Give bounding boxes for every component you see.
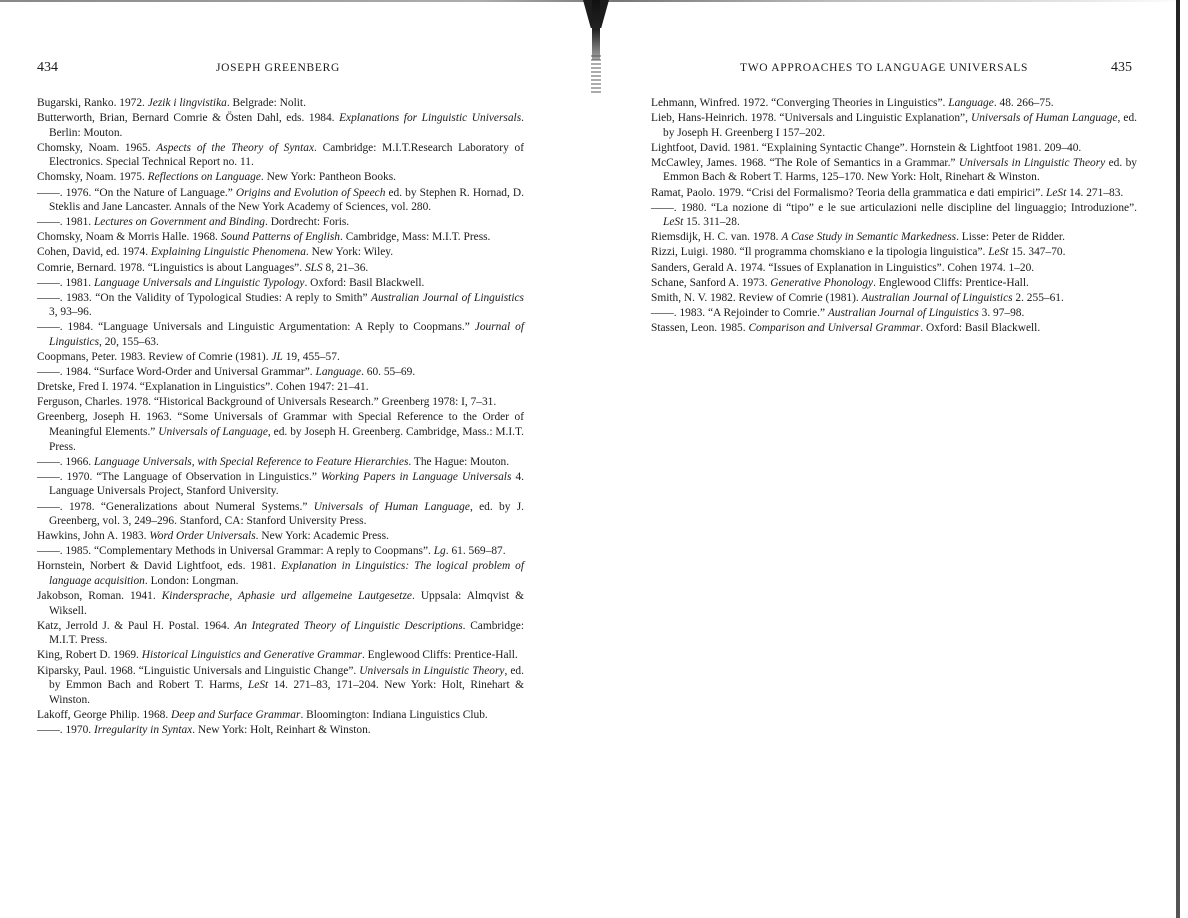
citation-text: . Bloomington: Indiana Linguistics Club. xyxy=(300,708,488,721)
citation-text: ——. 1970. “The Language of Observation in Linguistics.” xyxy=(37,470,321,483)
citation-title: Origins and Evolution of Speech xyxy=(235,186,386,199)
citation-text: Riemsdijk, H. C. van. 1978. xyxy=(651,231,782,244)
citation-title: Language Universals and Linguistic Typology xyxy=(93,276,305,289)
citation-text: McCawley, James. 1968. “The Role of Semantics in a Grammar.” xyxy=(651,156,959,169)
citation-text: . New York: Academic Press. xyxy=(255,530,389,543)
citation-title: Kindersprache, Aphasie urd allgemeine Lautgesetze xyxy=(161,590,412,603)
right-page xyxy=(594,0,1188,918)
citation-text: King, Robert D. 1969. xyxy=(37,649,142,662)
citation-text: ed. by Emmon Bach & Robert T. Harms, 125–170. New York: Holt, Rinehart & Winston. xyxy=(663,156,1137,184)
citation-text: . 61. 569–87. xyxy=(445,545,506,558)
citation-text: , ed. by Joseph H. Greenberg I 157–202. xyxy=(663,112,1138,139)
citation-title: Australian Journal of Linguistics xyxy=(827,306,979,319)
citation-text: 8, 21–36. xyxy=(322,261,369,274)
citation-title: Language xyxy=(315,366,362,379)
bibliography-list xyxy=(37,96,524,738)
citation-text: ——. 1980. “La nozione di “tipo” e le sue articulazioni nelle discipline del linguaggio; Introduzione”. xyxy=(651,201,1137,214)
page-number-right: 435 xyxy=(1111,60,1132,75)
citation-title: Irregularity in Syntax xyxy=(93,723,193,736)
citation-title: Universals of Human Language xyxy=(971,112,1118,125)
citation-text: Comrie, Bernard. 1978. “Linguistics is about Languages”. xyxy=(37,261,305,274)
citation-text: . New York: Holt, Reinhart & Winston. xyxy=(192,723,371,736)
citation-text: ——. 1983. “On the Validity of Typological Studies: A reply to Smith” xyxy=(37,291,372,304)
citation-text: Jakobson, Roman. 1941. xyxy=(37,590,162,603)
running-head-left: JOSEPH GREENBERG xyxy=(216,62,340,74)
bibliography-entry xyxy=(37,170,524,185)
citation-text: Lakoff, George Philip. 1968. xyxy=(37,708,172,721)
citation-text: . Dordrecht: Foris. xyxy=(265,216,350,229)
bibliography-entry xyxy=(651,96,1137,111)
running-head-right: TWO APPROACHES TO LANGUAGE UNIVERSALS xyxy=(740,62,1029,74)
bibliography-entry xyxy=(37,380,524,395)
citation-text: . Lisse: Peter de Ridder. xyxy=(956,231,1065,244)
bibliography-entry xyxy=(651,201,1137,230)
citation-title: Sound Patterns of English xyxy=(220,231,341,244)
citation-text: . London: Longman. xyxy=(144,575,239,587)
bibliography-entry xyxy=(651,111,1137,140)
citation-text: Lieb, Hans-Heinrich. 1978. “Universals and Linguistic Explanation”, xyxy=(651,112,971,125)
citation-title: Historical Linguistics and Generative Grammar xyxy=(141,649,362,662)
bibliography-entry xyxy=(37,664,524,708)
citation-title: LeSt xyxy=(247,679,269,692)
bibliography-entry xyxy=(37,215,524,230)
citation-title: Jezik i lingvistika xyxy=(147,97,227,109)
citation-title: Explanations for Linguistic Universals xyxy=(339,112,522,125)
bibliography-entry xyxy=(37,291,524,320)
bibliography-entry xyxy=(37,276,524,291)
bibliography-entry xyxy=(651,291,1137,306)
citation-title: Australian Journal of Linguistics xyxy=(861,291,1013,304)
citation-text: 14. 271–83, 171–204. New York: Holt, Rinehart & Winston. xyxy=(49,679,525,706)
citation-title: Journal of Linguistics xyxy=(49,321,524,348)
citation-title: A Case Study in Semantic Markedness xyxy=(781,231,957,244)
citation-text: . Belgrade: Nolit. xyxy=(226,97,306,109)
bibliography-entry xyxy=(37,470,524,499)
citation-title: Word Order Universals xyxy=(149,530,256,543)
citation-title: Working Papers in Language Universals xyxy=(320,470,512,483)
citation-text: . 48. 266–75. xyxy=(993,97,1054,109)
citation-text: ——. 1978. “Generalizations about Numeral Systems.” xyxy=(37,500,314,513)
citation-text: Katz, Jerrold J. & Paul H. Postal. 1964. xyxy=(37,619,235,632)
bibliography-entry xyxy=(651,321,1137,336)
citation-title: Aspects of the Theory of Syntax xyxy=(156,141,315,154)
citation-text: ——. 1983. “A Rejoinder to Comrie.” xyxy=(651,306,828,319)
bibliography-entry xyxy=(651,186,1137,201)
bibliography-entry xyxy=(37,410,524,454)
citation-text: . Englewood Cliffs: Prentice-Hall. xyxy=(873,276,1029,289)
citation-text: . Uppsala: Almqvist & Wiksell. xyxy=(49,590,524,617)
bibliography-entry xyxy=(37,395,524,410)
citation-text: 15. 311–28. xyxy=(683,216,740,229)
bibliography-entry xyxy=(651,230,1137,245)
citation-text: Lehmann, Winfred. 1972. “Converging Theories in Linguistics”. xyxy=(651,97,949,109)
citation-text: 14. 271–83. xyxy=(1066,186,1124,199)
citation-title: Explanation in Linguistics: The logical problem of language acquisition xyxy=(49,560,525,587)
citation-text: . Englewood Cliffs: Prentice-Hall. xyxy=(361,649,518,662)
citation-text: Cohen, David, ed. 1974. xyxy=(37,246,151,259)
citation-text: . Cambridge: M.I.T. Press. xyxy=(49,619,524,647)
citation-text: Butterworth, Brian, Bernard Comrie & Östen Dahl, eds. 1984. xyxy=(37,112,340,125)
citation-title: Language Universals, with Special Reference to Feature Hierarchies xyxy=(93,455,409,468)
citation-text: Smith, N. V. 1982. Review of Comrie (1981). xyxy=(651,291,862,304)
bibliography-entry xyxy=(37,350,524,365)
citation-text: Chomsky, Noam. 1975. xyxy=(37,171,148,184)
bibliography-entry xyxy=(37,96,524,111)
citation-text: 2. 255–61. xyxy=(1012,291,1064,304)
citation-text: . The Hague: Mouton. xyxy=(408,455,510,468)
citation-text: Bugarski, Ranko. 1972. xyxy=(37,97,148,109)
bibliography-entry xyxy=(651,156,1137,185)
citation-text: Ferguson, Charles. 1978. “Historical Background of Universals Research.” Greenberg 1978: I, 7–31. xyxy=(37,396,497,409)
citation-title: Comparison and Universal Grammar xyxy=(748,321,921,334)
citation-text: Hornstein, Norbert & David Lightfoot, eds. 1981. xyxy=(37,560,281,573)
citation-title: JL xyxy=(271,351,283,364)
citation-text: , ed. by J. Greenberg, vol. 3, 249–296. Stanford, CA: Stanford University Press. xyxy=(49,500,524,528)
citation-text: Hawkins, John A. 1983. xyxy=(37,530,150,543)
bibliography-entry xyxy=(37,500,524,529)
citation-title: Language xyxy=(948,97,994,109)
citation-text: , 20, 155–63. xyxy=(99,336,159,348)
citation-text: 3, 93–96. xyxy=(49,306,92,319)
bibliography-entry xyxy=(37,245,524,260)
citation-text: ——. 1985. “Complementary Methods in Universal Grammar: A reply to Coopmans”. xyxy=(37,545,434,558)
citation-text: 15. 347–70. xyxy=(1008,246,1066,259)
citation-text: Kiparsky, Paul. 1968. “Linguistic Universals and Linguistic Change”. xyxy=(37,664,360,677)
citation-text: Ramat, Paolo. 1979. “Crisi del Formalismo? Teoria della grammatica e dati empirici”. xyxy=(651,186,1047,199)
citation-text: Greenberg, Joseph H. 1963. “Some Universals of Grammar with Special Reference to the Order of Meaningful Elements.” xyxy=(37,411,524,439)
citation-text: Schane, Sanford A. 1973. xyxy=(651,276,771,289)
citation-title: Universals of Language xyxy=(158,426,268,439)
citation-text: Stassen, Leon. 1985. xyxy=(651,321,749,334)
citation-title: Reflections on Language xyxy=(147,171,261,184)
citation-text: Chomsky, Noam & Morris Halle. 1968. xyxy=(37,231,221,244)
citation-title: Deep and Surface Grammar xyxy=(171,708,301,721)
citation-title: LeSt xyxy=(663,216,684,229)
bibliography-entry xyxy=(37,230,524,245)
citation-text: Dretske, Fred I. 1974. “Explanation in Linguistics”. Cohen 1947: 21–41. xyxy=(37,381,369,394)
citation-text: 3. 97–98. xyxy=(978,306,1025,319)
citation-text: ——. 1984. “Language Universals and Linguistic Argumentation: A Reply to Coopmans.” xyxy=(37,321,475,334)
bibliography-list xyxy=(651,96,1137,336)
bibliography-entry xyxy=(37,708,524,723)
bibliography-entry xyxy=(651,276,1137,291)
citation-text: Sanders, Gerald A. 1974. “Issues of Explanation in Linguistics”. Cohen 1974. 1–20. xyxy=(651,261,1035,274)
citation-text: ——. 1984. “Surface Word-Order and Universal Grammar”. xyxy=(37,366,316,379)
citation-text: Chomsky, Noam. 1965. xyxy=(37,141,157,154)
citation-text: . New York: Pantheon Books. xyxy=(260,171,397,184)
bibliography-entry xyxy=(37,111,524,140)
citation-title: Universals of Human Language xyxy=(313,500,470,513)
citation-text: , ed. by Emmon Bach and Robert T. Harms, xyxy=(49,664,524,692)
citation-text: ed. by Stephen R. Hornad, D. Steklis and Jane Lancaster. Annals of the New York Academy of Sciences, vol. 280. xyxy=(49,186,524,214)
citation-text: ——. 1970. xyxy=(37,723,94,736)
citation-title: LeSt xyxy=(1046,186,1067,199)
bibliography-entry xyxy=(37,648,524,663)
citation-title: Australian Journal of Linguistics xyxy=(371,291,524,304)
citation-text: . Berlin: Mouton. xyxy=(49,112,524,139)
citation-text: Lightfoot, David. 1981. “Explaining Syntactic Change”. Hornstein & Lightfoot 1981. 209–40. xyxy=(651,141,1082,154)
citation-text: . Cambridge, Mass: M.I.T. Press. xyxy=(340,231,491,244)
citation-title: SLS xyxy=(304,261,323,274)
citation-title: Explaining Linguistic Phenomena xyxy=(150,246,306,259)
citation-text: ——. 1981. xyxy=(37,216,94,229)
bibliography-entry xyxy=(37,723,524,738)
citation-title: An Integrated Theory of Linguistic Descriptions xyxy=(234,619,463,632)
bibliography-entry xyxy=(37,261,524,276)
citation-title: Lg xyxy=(433,545,446,558)
citation-title: Lectures on Government and Binding xyxy=(93,216,265,229)
bibliography-entry xyxy=(651,141,1137,156)
bibliography-entry xyxy=(37,544,524,559)
bibliography-entry xyxy=(37,559,524,588)
citation-title: LeSt xyxy=(988,246,1009,259)
bibliography-entry xyxy=(37,186,524,215)
bibliography-entry xyxy=(37,529,524,544)
citation-title: Universals in Linguistic Theory xyxy=(359,664,505,677)
bibliography-entry xyxy=(651,261,1137,276)
citation-text: Rizzi, Luigi. 1980. “Il programma chomskiano e la tipologia linguistica”. xyxy=(651,246,989,259)
bibliography-entry xyxy=(37,141,524,170)
citation-title: Generative Phonology xyxy=(770,276,874,289)
bibliography-entry xyxy=(37,320,524,349)
page-number-left: 434 xyxy=(37,60,58,75)
citation-text: 4. Language Universals Project, Stanford University. xyxy=(49,470,525,498)
citation-text: . Cambridge: M.I.T.Research Laboratory of Electronics. Special Technical Report no. 11. xyxy=(49,141,524,169)
citation-text: ——. 1976. “On the Nature of Language.” xyxy=(37,186,236,199)
bibliography-entry xyxy=(37,365,524,380)
bibliography-entry xyxy=(651,306,1137,321)
bibliography-entry xyxy=(37,589,524,618)
citation-text: . 60. 55–69. xyxy=(361,366,416,379)
citation-text: 19, 455–57. xyxy=(282,351,340,364)
citation-text: Coopmans, Peter. 1983. Review of Comrie (1981). xyxy=(37,351,272,364)
citation-text: , ed. by Joseph H. Greenberg. Cambridge, Mass.: M.I.T. Press. xyxy=(49,426,524,453)
citation-text: ——. 1981. xyxy=(37,276,94,289)
bibliography-entry xyxy=(37,455,524,470)
citation-text: ——. 1966. xyxy=(37,455,94,468)
bibliography-entry xyxy=(651,245,1137,260)
citation-text: . Oxford: Basil Blackwell. xyxy=(920,321,1041,334)
bibliography-entry xyxy=(37,619,524,648)
citation-title: Universals in Linguistic Theory xyxy=(958,156,1106,169)
citation-text: . Oxford: Basil Blackwell. xyxy=(304,276,425,289)
citation-text: . New York: Wiley. xyxy=(305,246,394,259)
